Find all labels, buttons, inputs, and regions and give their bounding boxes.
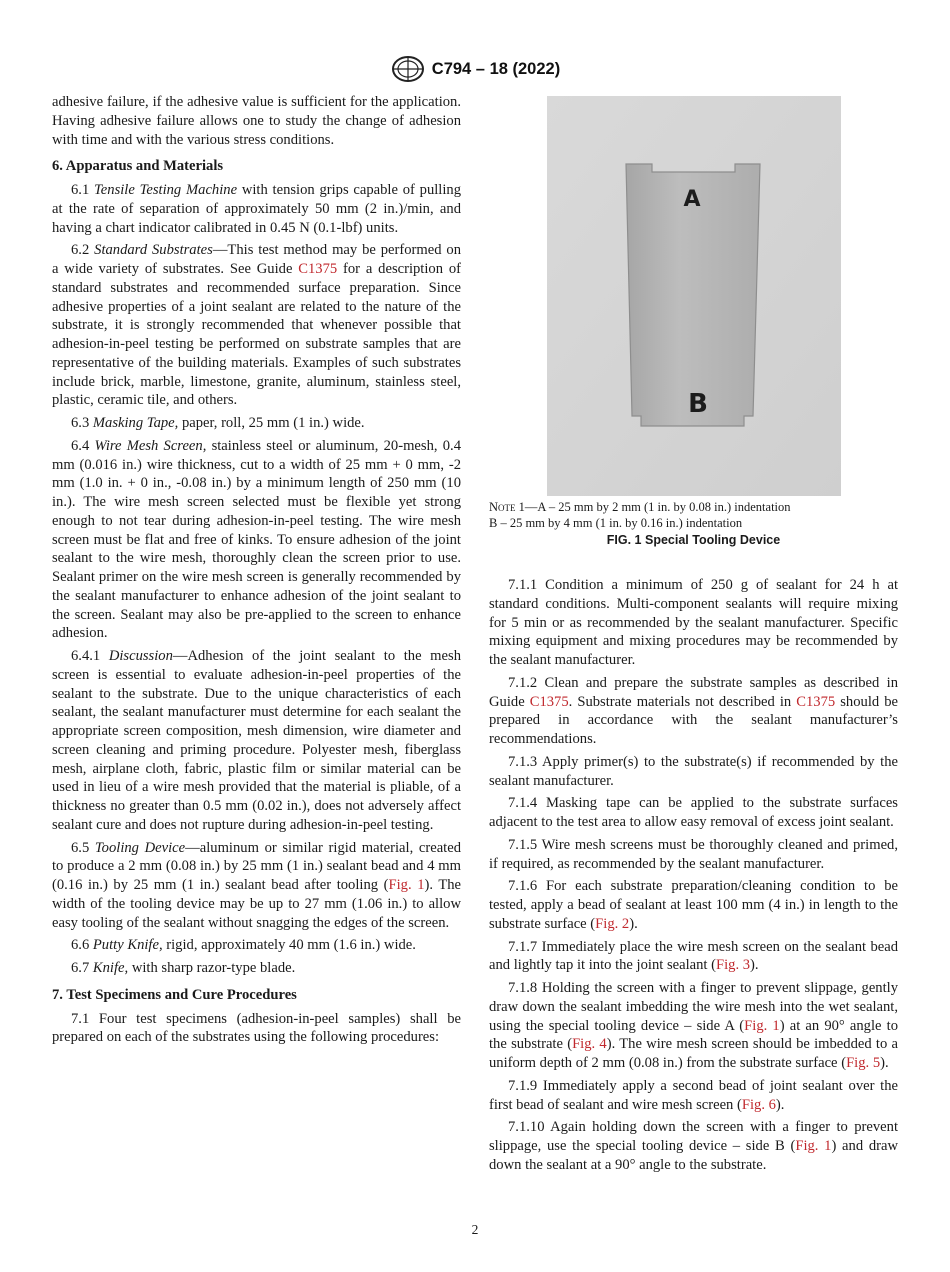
paragraph-7-1: 7.1 Four test specimens (adhesion-in-peel samples) shall be prepared on each of the substrates using the following procedures: [52,1010,461,1046]
astm-logo-icon [390,55,426,83]
section-heading-7: 7. Test Specimens and Cure Procedures [52,986,297,1003]
link-fig-3[interactable]: Fig. 3 [715,957,751,974]
paragraph-7-1-4: 7.1.4 Masking tape can be applied to the substrate surfaces adjacent to the test area to allow easy removal of excess joint sealant. [489,795,898,830]
link-fig-6[interactable]: Fig. 6 [741,1096,776,1113]
figure-label-a: A [683,187,701,212]
paragraph-7-1-3: 7.1.3 Apply primer(s) to the substrate(s) if recommended by the sealant manufacturer. [489,753,898,789]
link-fig-1[interactable]: Fig. 1 [744,1017,780,1034]
link-fig-5[interactable]: Fig. 5 [846,1055,881,1071]
note-prefix: Note 1 [489,500,525,514]
link-fig-4[interactable]: Fig. 4 [572,1036,607,1053]
link-c1375[interactable]: C1375 [529,693,569,710]
paragraph-6-1: 6.1 Tensile Testing Machine with tension grips capable of pulling at the rate of separation of approximately 50 mm (2 in.)/min, and having a chart indicator calibrated in 0.45 N (0.1-lbf) units. [52,182,462,236]
paragraph-7-1-8: 7.1.8 Holding the screen with a finger to prevent slippage, gently draw down the sealant imbedding the wire mesh into the wet sealant, using the special tooling device – side A (Fig. 1) at an 90° angle to the substrate (Fig. 4). The wire mesh screen should be imbedded to a uniform depth of 2 mm (0.08 in.) from the substrate surface (Fig. 5). [489,980,899,1071]
link-fig-1[interactable]: Fig. 1 [795,1138,832,1154]
document-id: C794 – 18 (2022) [431,59,561,78]
left-column [52,93,461,1051]
right-column [489,576,898,1179]
link-fig-2[interactable]: Fig. 2 [595,915,630,932]
figure-label-b: B [688,389,708,419]
paragraph-7-1-2: 7.1.2 Clean and prepare the substrate samples as described in Guide C1375. Substrate materials not described in C1375 should be prepared in accordance with the sealant manufacturer’s recommendations. [489,674,898,747]
link-fig-1[interactable]: Fig. 1 [388,877,425,893]
paragraph-6-7: 6.7 Knife, with sharp razor-type blade. [71,960,296,976]
paragraph-6-3: 6.3 Masking Tape, paper, roll, 25 mm (1 in.) wide. [71,415,365,431]
paragraph-continued: adhesive failure, if the adhesive value is sufficient for the application. Having adhesive failure allows one to study the change of adhesion with time and with the various stress conditions. [52,94,461,148]
section-heading-6: 6. Apparatus and Materials [52,158,224,175]
paragraph-7-1-6: 7.1.6 For each substrate preparation/cleaning condition to be tested, apply a bead of sealant at least 100 mm (4 in.) in length to the substrate surface (Fig. 2). [489,878,898,932]
page-number: 2 [471,1222,479,1237]
paragraph-6-6: 6.6 Putty Knife, rigid, approximately 40 mm (1.6 in.) wide. [71,937,416,954]
paragraph-7-1-10: 7.1.10 Again holding down the screen with a finger to prevent slippage, use the special tooling device – side B (Fig. 1) and draw down the sealant at a 90° angle to the substrate. [489,1119,899,1173]
paragraph-7-1-7: 7.1.7 Immediately place the wire mesh screen on the sealant bead and lightly tap it into the joint sealant (Fig. 3). [489,938,898,974]
link-c1375[interactable]: C1375 [298,261,338,277]
figure-caption: FIG. 1 Special Tooling Device [606,533,781,547]
paragraph-6-2: 6.2 Standard Substrates—This test method may be performed on a wide variety of substrates. See Guide C1375 for a description of standard substrates and recommended surface preparation. Since adhesive properties of a joint sealant are related to the nature of the substrate, it is strongly recommended that whenever possible that adhesion-in-peel testing be performed on substrate samples that are representative of the building materials. Examples of such substrates include brick, marble, limestone, granite, aluminum, stainless steel, plastic, ceramic tile, and others. [52,242,462,409]
paragraph-7-1-5: 7.1.5 Wire mesh screens must be thoroughly cleaned and primed, if required, as recommended by the sealant manufacturer. [489,836,898,872]
paragraph-6-4: 6.4 Wire Mesh Screen, stainless steel or aluminum, 20-mesh, 0.4 mm (0.016 in.) wire thickness, cut to a width of 25 mm + 0 mm, -2 mm (1.0 in. + 0 in., -0.08 in.) by a minimum length of 250 mm (10 in.). The wire mesh screen selected must be flexible yet strong enough to not tear during adhesion-in-peel testing. The wire mesh screen must be flat and free of kinks. To ensure adhesion of the joint sealant to the wire mesh, thoroughly clean the screen prior to use. Sealant primer on the wire mesh screen is generally recommended by the sealant manufacturer to enhance adhesion of the joint sealant to the screen. Sealant may also be pre-applied to the screen to enhance adhesion. [52,437,461,642]
tooling-device-image [547,96,841,496]
note-line-1: —A – 25 mm by 2 mm (1 in. by 0.08 in.) indentation [524,500,791,514]
paragraph-6-4-1: 6.4.1 Discussion—Adhesion of the joint sealant to the mesh screen is essential to evaluate adhesion-in-peel properties of the sealant to the substrate. Due to the unique characteristics of each sealant, the sealant manufacturer must determine for each sealant the appropriate screen composition, mesh dimension, wire diameter and screen cleaning and priming procedure. Polyester mesh, fiberglass mesh, airplane cloth, fabric, plastic film or similar material can be used in lieu of a wire mesh provided that the material is pliable, of a thickness no greater than 0.5 mm (0.02 in.), does not adversely affect sealant cure and does not rupture during adhesion-in-peel testing. [52,648,461,833]
figure-1-photo [547,96,841,496]
paragraph-7-1-9: 7.1.9 Immediately apply a second bead of joint sealant over the first bead of sealant and wire mesh screen (Fig. 6). [489,1077,898,1113]
paragraph-7-1-1: 7.1.1 Condition a minimum of 250 g of sealant for 24 h at standard conditions. Multi-component sealants will require mixing for 5 min or as recommended by the sealant manufacturer. Specific mixing equipment and mixing procedures may be recommended by the sealant manufacturer. [489,577,898,668]
figure-note [489,500,898,531]
page-header [0,55,950,83]
link-c1375[interactable]: C1375 [796,693,836,710]
note-line-2: B – 25 mm by 4 mm (1 in. by 0.16 in.) indentation [489,515,743,530]
paragraph-6-5: 6.5 Tooling Device—aluminum or similar rigid material, created to produce a 2 mm (0.08 in.) by 25 mm (1 in.) sealant bead and 4 mm (0.16 in.) by 25 mm (1 in.) sealant bead after tooling (Fig. 1). The width of the tooling device may be up to 27 mm (1.06 in.) to allow easy tooling of the sealant without snagging the edges of the screen. [52,839,462,931]
